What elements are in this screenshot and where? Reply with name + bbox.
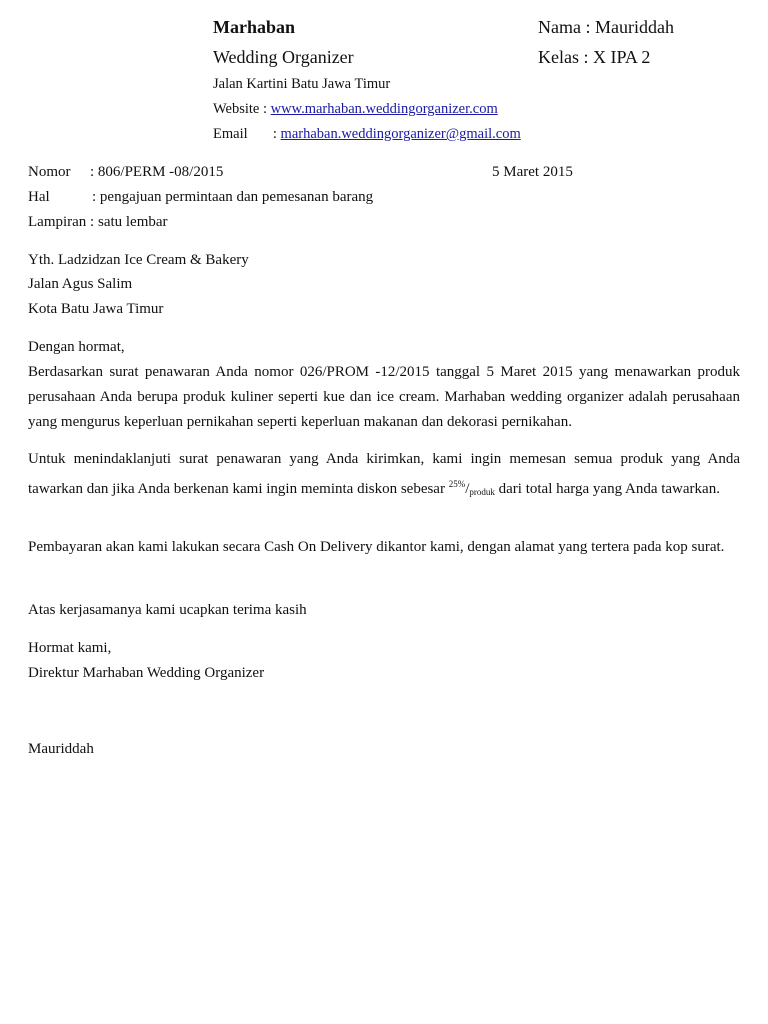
hal-label: Hal <box>28 189 50 205</box>
recipient-line-3: Kota Batu Jawa Timur <box>28 301 164 317</box>
student-class: Kelas : X IPA 2 <box>538 47 651 67</box>
student-name: Nama : Mauriddah <box>538 17 674 37</box>
letter-date: 5 Maret 2015 <box>492 164 573 180</box>
website-link[interactable]: www.marhaban.weddingorganizer.com <box>270 101 498 117</box>
signatory-name: Mauriddah <box>28 741 94 757</box>
company-address: Jalan Kartini Batu Jawa Timur <box>213 76 391 92</box>
nomor-label: Nomor <box>28 164 71 180</box>
email-label: Email <box>213 126 248 142</box>
paragraph-3: Pembayaran akan kami lakukan secara Cash On Delivery dikantor kami, dengan alamat yang tertera pada kop surat. <box>28 539 725 555</box>
paragraph-4: Atas kerjasamanya kami ucapkan terima kasih <box>28 602 307 618</box>
email-colon: : <box>272 126 277 142</box>
paragraph-2-part-2: dari total harga yang Anda tawarkan. <box>498 481 720 497</box>
recipient-line-2: Jalan Agus Salim <box>28 276 133 292</box>
paragraph-2 <box>28 447 740 505</box>
website-line <box>213 99 498 119</box>
discount-denominator: produk <box>469 487 495 497</box>
greeting: Dengan hormat, <box>28 339 125 355</box>
website-label: Website : <box>213 101 267 117</box>
closing-title: Direktur Marhaban Wedding Organizer <box>28 665 265 681</box>
discount-fraction <box>449 481 495 497</box>
discount-numerator: 25% <box>448 479 466 489</box>
discount-slash: / <box>465 481 470 497</box>
nomor-value: : 806/PERM -08/2015 <box>90 164 224 180</box>
recipient-line-1: Yth. Ladzidzan Ice Cream & Bakery <box>28 252 249 268</box>
email-line <box>213 124 521 144</box>
hal-value: : pengajuan permintaan dan pemesanan barang <box>92 189 374 205</box>
email-link[interactable]: marhaban.weddingorganizer@gmail.com <box>280 126 521 142</box>
paragraph-1: Berdasarkan surat penawaran Anda nomor 026/PROM -12/2015 tanggal 5 Maret 2015 yang menawarkan produk perusahaan Anda berupa produk kuliner seperti kue dan ice cream. Marhaban wedding organizer adalah perusahaan yang mengurus keperluan pernikahan seperti keperluan makanan dan dekorasi pernikahan. <box>28 364 740 430</box>
closing-salutation: Hormat kami, <box>28 640 112 656</box>
company-name: Marhaban <box>213 17 296 37</box>
company-type: Wedding Organizer <box>213 47 354 67</box>
paragraph-2-part-1: Untuk menindaklanjuti surat penawaran yang Anda kirimkan, kami ingin memesan semua produk yang Anda tawarkan dan jika Anda berkenan kami ingin meminta diskon sebesar <box>28 451 740 497</box>
lampiran: Lampiran : satu lembar <box>28 214 168 230</box>
